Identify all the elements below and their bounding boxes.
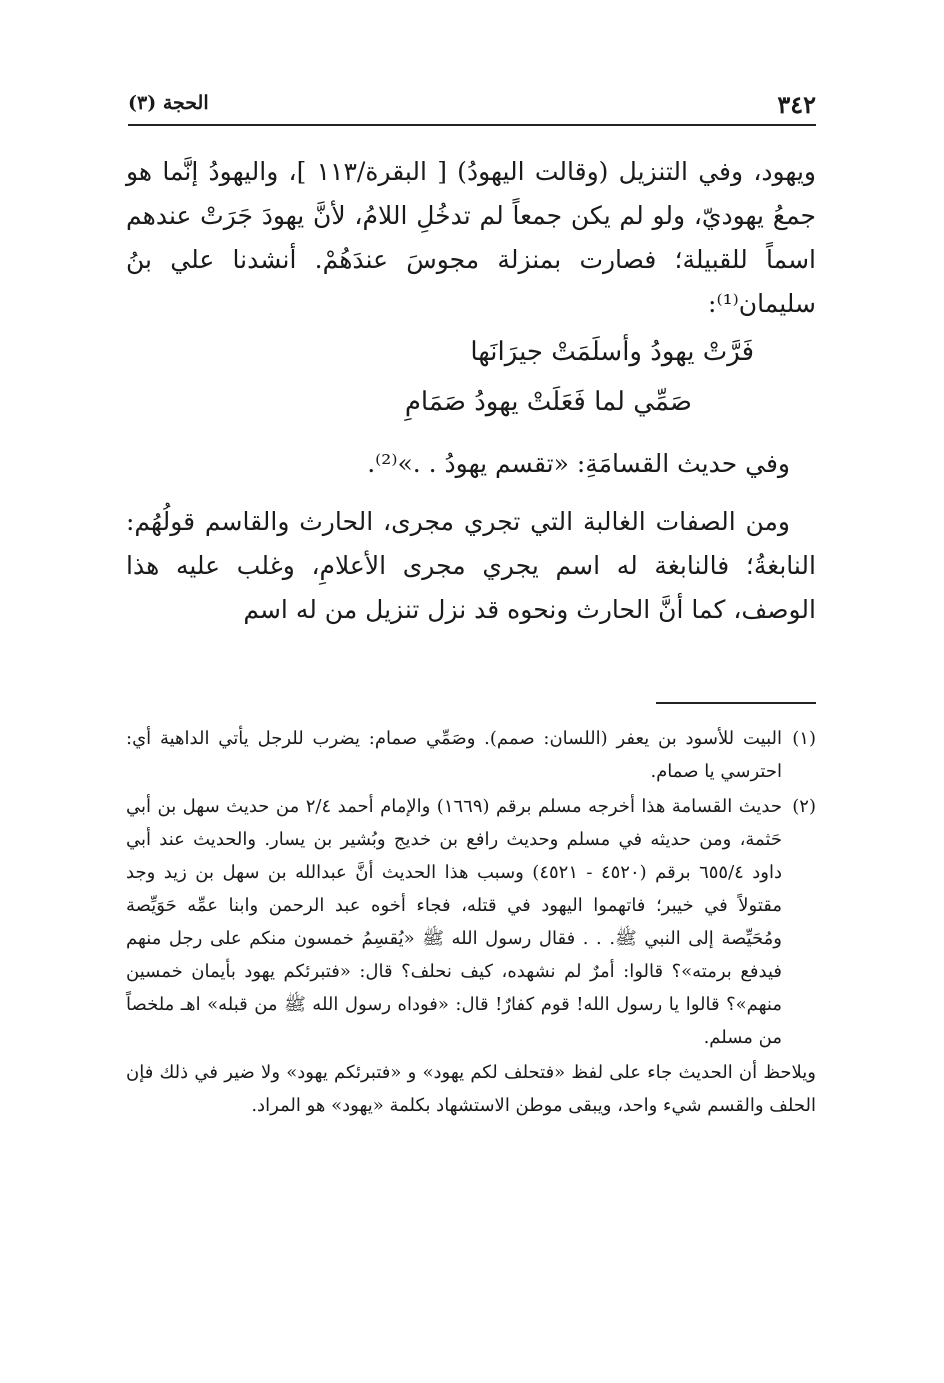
page-header [128, 88, 816, 126]
footnote-number: (٢) [792, 796, 816, 817]
running-title: الحجة (٣) [128, 92, 209, 114]
footnote-text: البيت للأسود بن يعفر (اللسان: صمم). وصَمِّي صمام: يضرب للرجل يأتي الداهية أي: احترسي يا صمام. [126, 728, 782, 782]
poetry-verse [126, 330, 816, 434]
footnote-number: (١) [792, 728, 816, 749]
main-text [126, 150, 816, 632]
paragraph-2: ومن الصفات الغالبة التي تجري مجرى، الحارث والقاسم قولُهُم: النابغةُ؛ فالنابغة له اسم يجري مجرى الأعلامِ، وغلب عليه هذا الوصف، كما أنَّ الحارث ونحوه قد نزل تنزيل من له اسم [126, 507, 816, 624]
hadith-line: وفي حديث القسامَةِ: «تقسم يهودُ . .»⁽²⁾. [367, 449, 790, 478]
page-number: ٣٤٢ [777, 90, 816, 119]
verse-line-1: فَرَّتْ يهودُ وأسلَمَتْ جيرَانَها [470, 337, 754, 367]
footnote-1 [126, 722, 816, 788]
footnotes [126, 722, 816, 1122]
footnote-separator [656, 702, 816, 704]
footnote-2 [126, 790, 816, 1054]
footnote-text: حديث القسامة هذا أخرجه مسلم برقم (١٦٦٩) والإمام أحمد ٢/٤ من حديث سهل بن أبي حَثمة، ومن حديثه في مسلم وحديث رافع بن خديج وبُشير بن يسار. والحديث عند أبي داود ٦٥٥/٤ برقم (٤٥٢٠ - ٤٥٢١) وسبب هذا الحديث أنَّ عبدالله بن سهل بن زيد وجد مقتولاً في خيبر؛ فاتهموا اليهود في قتله، فجاء أخوه عبد الرحمن وابنا عمِّه حَوَيِّصة ومُحَيِّصة إلى النبي ﷺ. . . فقال رسول الله ﷺ «يُقسِمُ خمسون منكم على رجل منهم فيدفع برمته»؟ قالوا: أمرٌ لم نشهده، كيف نحلف؟ قال: «فتبرئكم يهود بأيمان خمسين منهم»؟ قالوا يا رسول الله! قوم كفارٌ! قال: «فوداه رسول الله ﷺ من قبله» اهـ ملخصاً من مسلم. [126, 796, 782, 1048]
paragraph-1: ويهود، وفي التنزيل (وقالت اليهودُ) [ البقرة/١١٣ ]، واليهودُ إنَّما هو جمعُ يهوديّ، ولو لم يكن جمعاً لم تدخُلِ اللامُ، لأنَّ يهودَ جَرَتْ عندهم اسماً للقبيلة؛ فصارت بمنزلة مجوسَ عندَهُمْ. أنشدنا علي بنُ سليمان⁽¹⁾: [126, 157, 816, 318]
footnote-note: ويلاحظ أن الحديث جاء على لفظ «فتحلف لكم يهود» و «فتبرئكم يهود» ولا ضير في ذلك فإن الحلف والقسم شيء واحد، ويبقى موطن الاستشهاد بكلمة «يهود» هو المراد. [126, 1062, 816, 1116]
verse-line-2: صَمِّي لما فَعَلَتْ يهودُ صَمَامِ [404, 387, 692, 417]
